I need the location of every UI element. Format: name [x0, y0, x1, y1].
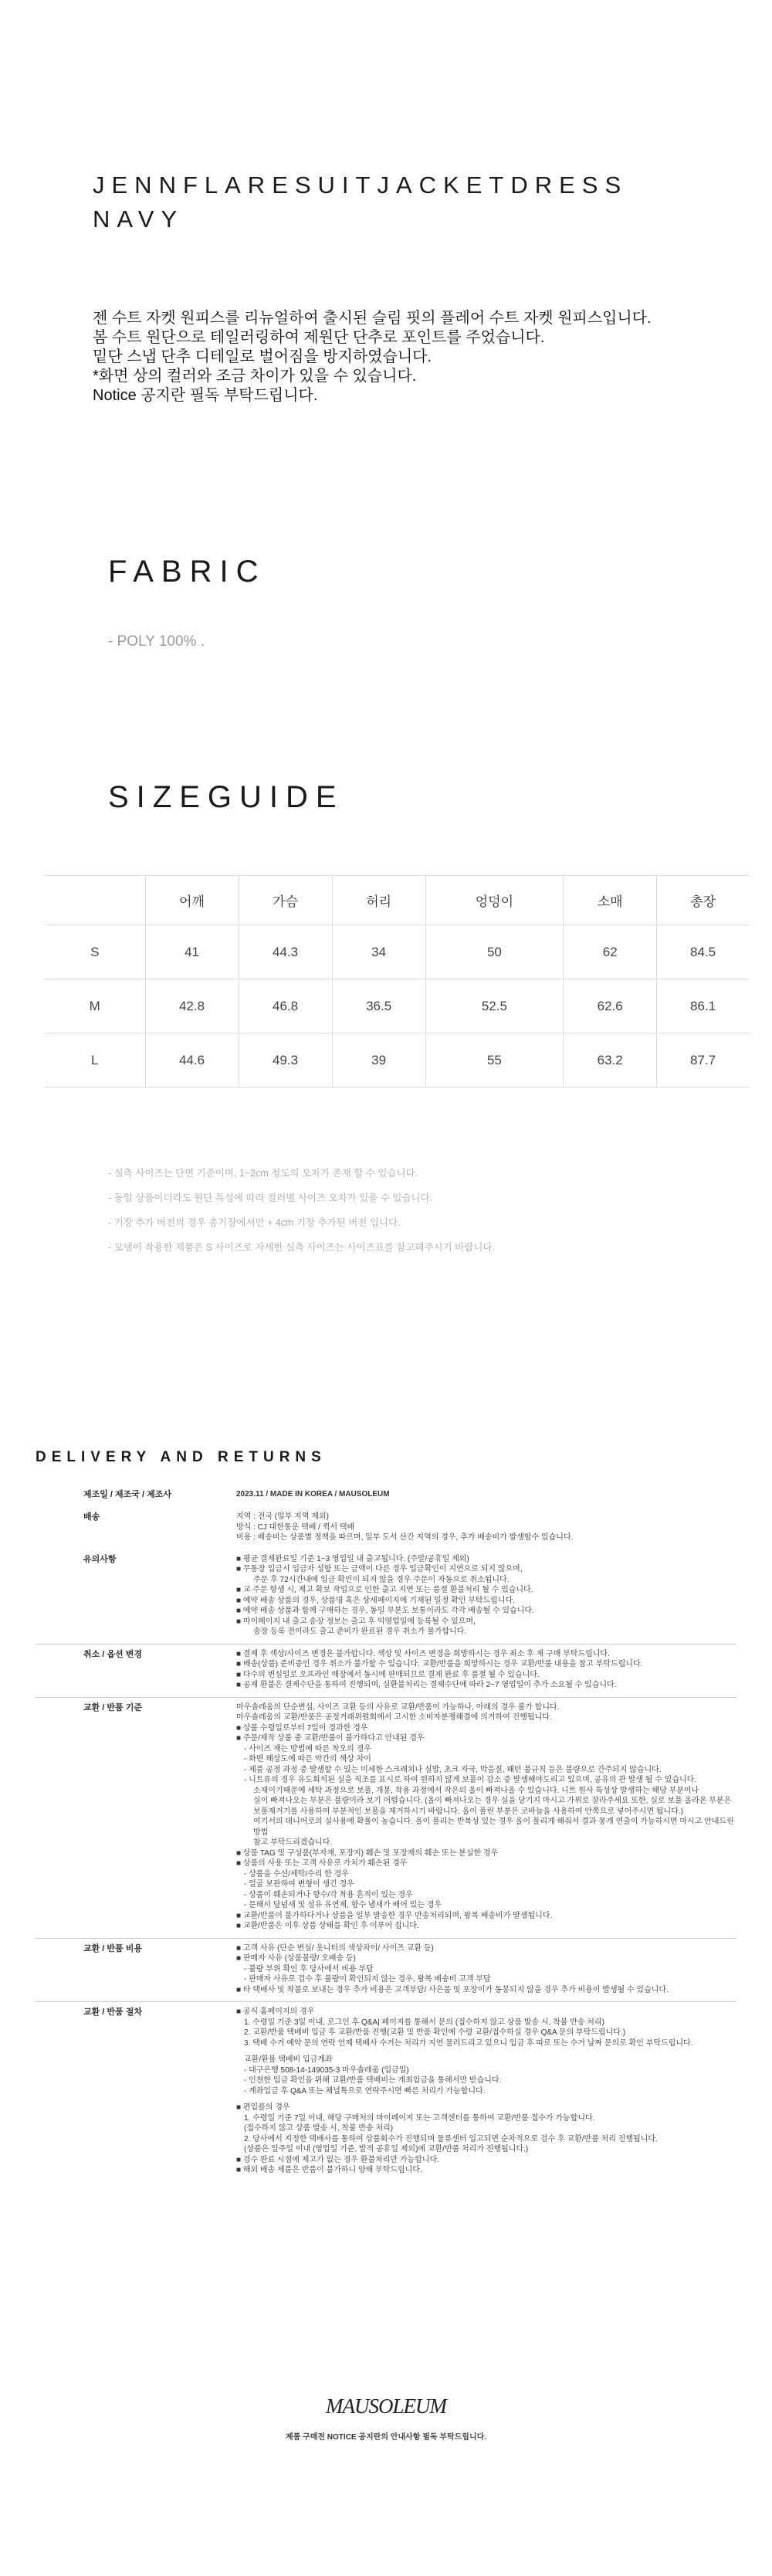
delivery-line: ■ 검수 완료 시점에 제고가 없는 경우 환불처리만 가능합니다. — [236, 2155, 439, 2164]
size-note: - 모델이 착용한 제품은 S 사이즈로 자세한 실측 사이즈는 사이즈표를 참고해주시기 바랍니다. — [108, 1242, 495, 1253]
delivery-line: ■ 교 주문 항생 시, 제고 확보 작업으로 인한 출고 지연 또는 품절 환불처리 될 수 있습니다. — [236, 1586, 533, 1594]
size-col-header: 엉덩이 — [425, 876, 564, 925]
delivery-section-label: 교환 / 반품 절차 — [83, 2008, 142, 2017]
delivery-line: - 문해서 담념새 및 섬유 유연제, 향수 냄새가 배어 있는 경우 — [244, 1901, 442, 1909]
delivery-section — [36, 2001, 736, 2182]
delivery-line: 지역 : 전국 (일부 지역 제외) — [236, 1512, 329, 1521]
delivery-section-body — [236, 1512, 736, 1543]
description-line: Notice 공지란 필독 부탁드립니다. — [93, 387, 318, 404]
brand-logo: MAUSOLEUM — [326, 2394, 446, 2418]
delivery-line: - 얼굴 보관하여 변형이 생긴 경우 — [244, 1880, 354, 1889]
product-title-line1: JENNFLARESUITJACKETDRESS — [93, 171, 628, 199]
delivery-line: ■ 상품 TAG 및 구성품(부자재, 포장지) 훼손 및 포장재의 훼손 또는 분실한 경우 — [236, 1848, 499, 1858]
size-note: - 실측 사이즈는 단면 기준이며, 1~2cm 정도의 오차가 존재 할 수 있습니다. — [108, 1168, 418, 1179]
delivery-returns-table — [36, 1485, 736, 2182]
delivery-line: ■ 타 택배사 및 착불로 보내는 경우 추가 비용은 고객부담/ 사은품 및 포장이가 동봉되지 않을 경우 추가 비용이 발생될 수 있습니다. — [236, 1985, 669, 1994]
delivery-line: - 대구은행 508-14-149035-3 마우솔레움 (입금일) — [244, 2065, 409, 2075]
size-cell: 86.1 — [657, 979, 749, 1033]
size-col-header: 가슴 — [239, 876, 332, 925]
product-title-line2: NAVY — [93, 205, 185, 232]
fabric-value: - POLY 100% . — [108, 633, 205, 650]
size-cell: 44.6 — [145, 1033, 239, 1088]
size-cell: 50 — [425, 925, 564, 979]
size-cell: 63.2 — [564, 1033, 657, 1088]
delivery-line: ■ 교환/반품이 불가하다거나 상품을 일부 발송한 경우 반송처리되며, 왕복 배송비가 발생됩니다. — [236, 1911, 553, 1920]
size-cell: 55 — [425, 1033, 564, 1088]
delivery-line: ■ 상품 수령일로부터 7일이 경과한 경우 — [236, 1723, 368, 1733]
description-line: *화면 상의 컬러와 조금 차이가 있을 수 있습니다. — [93, 368, 417, 385]
delivery-line: ■ 판매자 사유 (상품불량/ 오배송 등) — [236, 1954, 356, 1963]
delivery-section-body — [236, 1489, 736, 1501]
delivery-line — [236, 2048, 736, 2055]
size-cell: 49.3 — [239, 1033, 332, 1088]
delivery-line: 2. 당사에서 지정한 택배사를 통하여 상품회수가 진행되며 물류센터 입고되면 순차적으로 검수 후 교환/반품 처리 진행됩니다. — [244, 2134, 658, 2143]
delivery-section-label: 유의사항 — [83, 1554, 117, 1564]
size-cell: 87.7 — [657, 1033, 749, 1088]
size-cell: 36.5 — [332, 979, 425, 1033]
delivery-section-label: 교환 / 반품 기준 — [83, 1702, 142, 1712]
delivery-line: - 화면 해상도에 따른 약간의 색상 차이 — [244, 1755, 371, 1763]
delivery-section-body — [236, 1702, 736, 1932]
table-row — [45, 979, 749, 1033]
size-cell: 42.8 — [145, 979, 239, 1033]
delivery-section — [36, 1644, 736, 1697]
size-cell: L — [45, 1033, 145, 1088]
delivery-section-body — [236, 1943, 736, 1996]
size-cell: 52.5 — [425, 979, 564, 1033]
description-line: 밑단 스냅 단추 디테일로 벌어짐을 방지하였습니다. — [93, 348, 432, 365]
delivery-section-body — [236, 2007, 736, 2176]
size-cell: 44.3 — [239, 925, 332, 979]
delivery-line — [236, 2096, 736, 2103]
delivery-line: - 계좌입금 후 Q&A 또는 채널톡으로 연락주시면 빠른 처리가 가능합니다. — [244, 2086, 486, 2096]
sizeguide-heading: SIZEGUIDE — [108, 780, 344, 814]
delivery-line: 마우솔레움의 교환/반품은 공정거래위원회에서 고시한 소비자분쟁해결에 의거하여 진행됩니다. — [236, 1713, 552, 1722]
delivery-line: ■ 공제 환불은 결제수단을 통하여 진행되며, 실환불처리는 결제수단에 따라 2~7 영업일이 추가 소요될 수 있습니다. — [236, 1681, 617, 1689]
delivery-section — [36, 1938, 736, 2002]
delivery-line: 마우솔레움의 단순변심, 사이즈 교환 등의 사유로 교환/반품이 가능하나, 아래의 경우 불가 합니다. — [236, 1702, 560, 1712]
delivery-line: - 제품 공정 과정 중 발생할 수 있는 미세한 스크래치나 실밥, 초크 자국, 박음질, 패턴 불규칙 등은 불량으로 간주되지 않습니다. — [244, 1765, 662, 1774]
delivery-line: - 인천한 입금 확인을 위해 교환/반품 택배비는 개최입금을 통해서만 받습니다. — [244, 2076, 502, 2085]
delivery-line: 실이 빠져나오는 부분은 불량이라 보기 어렵습니다. (올이 빠져나오는 경우 실을 당기지 마시고 가위로 잘라주세요 또한, 실로 보풀 올라온 부분은 — [253, 1797, 732, 1805]
delivery-line: 여기서의 데니어로의 실사용에 확률이 높습니다. 올이 풀리는 반복성 있는 경우 올이 풀리게 해줘서 결과 뭉개 연출이 가능하시면 마시고 안내드린 방법 — [253, 1817, 734, 1837]
delivery-line: ■ 다수의 변심일로 오프라인 매장에서 동시에 판매되므로 결제 완료 후 품절 될 수 있습니다. — [236, 1670, 540, 1679]
size-note: - 동일 상품이더라도 원단 특성에 따라 컬러별 사이즈 오차가 있을 수 있습니다. — [108, 1193, 433, 1203]
description-line: 젠 수트 자켓 원피스를 리뉴얼하여 출시된 슬림 핏의 플레어 수트 자켓 원피스입니다. — [93, 310, 652, 327]
size-cell: 34 — [332, 925, 425, 979]
product-title — [93, 168, 628, 236]
delivery-line: (접수하지 않고 상품 발송 시, 착불 반송 처리) — [244, 2124, 394, 2133]
size-cell: 62 — [564, 925, 657, 979]
footer-notice: 제품 구매전 NOTICE 공지란의 안내사항 필독 부탁드립니다. — [285, 2433, 487, 2442]
size-col-header: 총장 — [657, 876, 749, 925]
delivery-line: 송장 등록 전이라도 출고 준비가 완료된 경우 취소가 불가합니다. — [253, 1627, 467, 1636]
delivery-line: - 불량 부위 확인 후 당사에서 비용 부담 — [244, 1964, 374, 1974]
delivery-line: - 니트류의 경우 유도회석된 실을 직조를 표시로 하여 원하지 않게 보풀이 감소 중 발생해야도리고 있으며, 공유의 관 발생 될 수 있습니다. — [244, 1776, 697, 1784]
delivery-section — [36, 1507, 736, 1549]
delivery-section — [36, 1549, 736, 1644]
delivery-section-label: 배송 — [83, 1512, 100, 1522]
size-cell: M — [45, 979, 145, 1033]
delivery-section — [36, 1485, 736, 1507]
size-table-header-row — [45, 876, 749, 925]
product-description — [93, 309, 652, 406]
delivery-section-label: 교환 / 반품 비용 — [83, 1943, 142, 1953]
delivery-line: (상품은 일주일 이내 (영업일 기준, 발적 공휴일 제외)에 교환/반품 처리가 진행됩니다.) — [244, 2145, 529, 2153]
delivery-line: 방식 : CJ 대한통운 택배 / 퀵서 택배 — [236, 1522, 355, 1532]
delivery-line: 주문 후 72시간내에 입금 확인이 되지 않을 경우 주문이 자동으로 취소됩니다. — [253, 1575, 510, 1584]
table-row — [45, 925, 749, 979]
delivery-heading: DELIVERY AND RETURNS — [36, 1449, 327, 1465]
delivery-line: ■ 교환/반품은 이후 상품 상태를 확인 후 이루어 집니다. — [236, 1922, 419, 1930]
size-col-header — [45, 876, 145, 925]
size-cell: 41 — [145, 925, 239, 979]
delivery-line: ■ 마이페이지 내 출고 송장 정보는 출고 후 익영업일에 등록될 수 있으며, — [236, 1617, 476, 1626]
delivery-line: - 상품을 수선/세탁/수리 한 경우 — [244, 1869, 349, 1879]
delivery-line: ■ 결제 후 색상/사이즈 변경은 불가합니다. 색상 및 사이즈 변경을 희망하시는 경우 최소 후 재 구매 부탁드립니다. — [236, 1649, 610, 1658]
delivery-line: 교환/환불 택배비 입금계좌 — [244, 2055, 333, 2064]
size-col-header: 어깨 — [145, 876, 239, 925]
delivery-line: - 상품이 훼손되거나 향수/각 착용 흔적이 있는 경우 — [244, 1890, 413, 1899]
delivery-line: 2023.11 / MADE IN KOREA / MAUSOLEUM — [236, 1490, 390, 1498]
delivery-line: 1. 수령일 기준 3일 이내, 로그인 후 Q&A| 페이지를 통해서 문의 (접수하지 않고 상품 발송 시, 착불 반송 처리) — [244, 2018, 604, 2027]
size-cell: 46.8 — [239, 979, 332, 1033]
size-table — [45, 875, 749, 1088]
fabric-heading: FABRIC — [108, 555, 266, 589]
delivery-line: ■ 고객 사유 (단순 변심/ 옷니터의 색상차이/ 사이즈 교환 등) — [236, 1943, 434, 1953]
size-note: - 기장 추가 버전의 경우 총기장에서만 + 4cm 기장 추가된 버전 입니다. — [108, 1217, 401, 1228]
delivery-line: ■ 배송(상품) 준비중인 경우 취소가 불가할 수 있습니다. 교환/반품을 희망하시는 경우 교환/반품 내용을 참고 부탁드립니다. — [236, 1660, 643, 1668]
delivery-line: ■ 무통장 입금시 입금자 성함 또는 금액이 다른 경우 입금확인이 지연으로 되지 않으며, — [236, 1565, 523, 1573]
size-cell: 39 — [332, 1033, 425, 1088]
delivery-line: ■ 예약 배송 상품의 경우, 상품명 혹은 상세페이지에 기재된 일정 확인 부탁드립니다. — [236, 1596, 515, 1605]
delivery-section-body — [236, 1649, 736, 1691]
size-col-header: 허리 — [332, 876, 425, 925]
table-row — [45, 1033, 749, 1088]
delivery-section-label: 취소 / 옵션 변경 — [83, 1649, 142, 1659]
delivery-line: ■ 상품의 사용 또는 고객 사유로 가치가 훼손된 경우 — [236, 1859, 408, 1868]
size-notes — [108, 1164, 495, 1263]
delivery-line: 1. 수령일 기준 7일 이내, 해당 구매처의 마이페이지 또는 고객센터를 통하여 교환/반품 접수가 가능합니다. — [244, 2113, 595, 2123]
delivery-line: - 사이즈 재는 방법에 따른 착오의 경우 — [244, 1744, 371, 1753]
description-line: 봄 수트 원단으로 테일러링하여 제원단 단추로 포인트를 주었습니다. — [93, 329, 545, 346]
delivery-line: 비용 : 배송비는 상품별 정책을 따르며, 일부 도서 산간 지역의 경우, 추가 배송비가 발생할수 있습니다. — [236, 1533, 574, 1542]
delivery-section-body — [236, 1554, 736, 1638]
delivery-line: 3. 택배 수거 예약 문의 연락 언제 택배사 수거는 처리가 지연 물러드리고 있으니 입금 후 따로 또는 수거 날짜 문의로 확인 부탁드립니다. — [244, 2038, 693, 2048]
delivery-line: ■ 주문/제작 상품 중 교환/반품이 불가하다고 안내된 경우 — [236, 1734, 425, 1743]
delivery-line: ■ 편입플의 경우 — [236, 2103, 290, 2112]
delivery-section-label: 제조일 / 제조국 / 제조사 — [83, 1490, 171, 1499]
delivery-line: ■ 공식 홈페이지의 경우 — [236, 2008, 315, 2016]
size-cell: 62.6 — [564, 979, 657, 1033]
size-cell: 84.5 — [657, 925, 749, 979]
delivery-line: 2. 교환/반품 택배비 입금 후 교환/반품 진행(교환 및 반품 확인에 수령 교환/접수하실 경우 Q&A 문의 부탁드립니다.) — [244, 2028, 626, 2037]
delivery-line: 보풀제거기를 사용하여 부분적인 보풀을 제거하시기 바랍니다. 올이 풀린 부분은 코바늘을 사용하여 안쪽으로 넣어주시면 됩니다.) — [253, 1807, 683, 1816]
delivery-section — [36, 1697, 736, 1938]
delivery-line: ■ 평균 결제완료일 기준 1~3 영업일 내 출고됩니다. (주말/공휴일 제외) — [236, 1554, 469, 1563]
size-cell: S — [45, 925, 145, 979]
delivery-line: 참고 부탁드리겠습니다. — [253, 1838, 333, 1847]
delivery-line: ■ 해외 배송 제품은 반품이 불가하니 양해 부탁드립니다. — [236, 2166, 422, 2174]
delivery-line: 소재이기때문에 세탁 과정으로 보풀, 개봉, 착용 과정에서 작은의 올이 빠져나올 수 있습니다. 니트 원사 특성상 발생하는 해당 부분이나 — [253, 1786, 699, 1795]
delivery-line: ■ 예약 배송 상품과 함께 구매하는 경우, 동일 부분도 보통이라도 각각 배송될 수 있습니다. — [236, 1607, 534, 1615]
delivery-line: - 판매자 사유로 검수 후 불량이 확인되지 않는 경우, 왕복 배송비 고객 부담 — [244, 1975, 491, 1984]
size-col-header: 소매 — [564, 876, 657, 925]
